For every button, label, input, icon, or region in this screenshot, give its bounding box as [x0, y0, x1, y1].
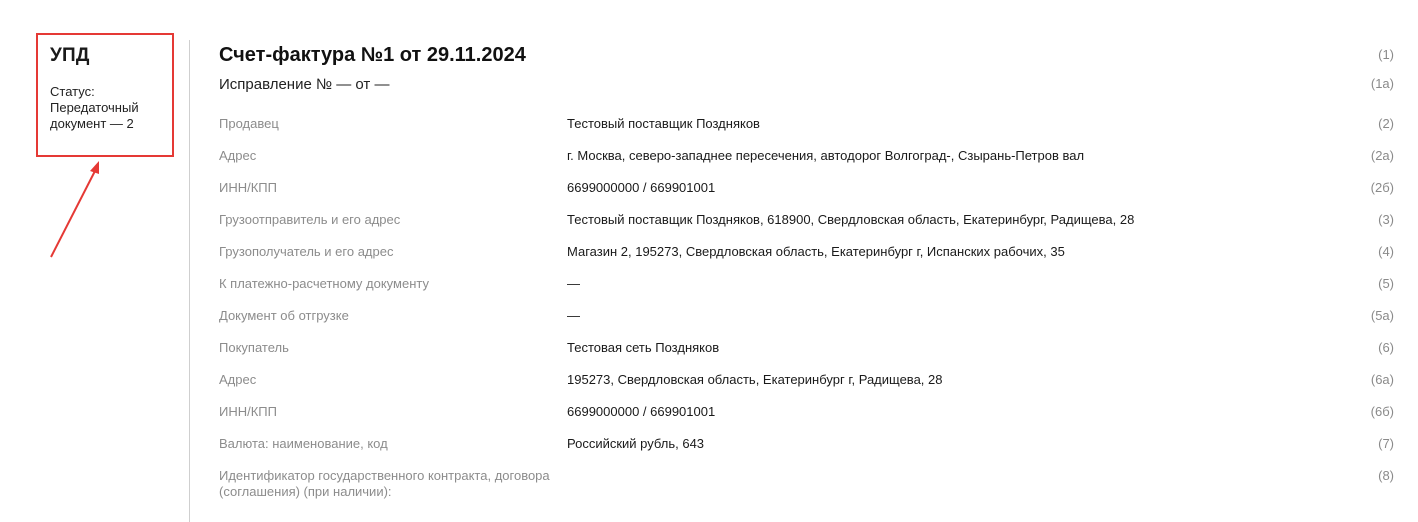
- field-ref: (5а): [1370, 308, 1394, 323]
- field-ref: (5): [1378, 276, 1394, 291]
- field-row: [219, 212, 1394, 244]
- field-list: [219, 116, 1394, 500]
- field-label: Продавец: [219, 116, 279, 131]
- invoice-content: [219, 44, 1394, 500]
- field-ref: (6а): [1370, 372, 1394, 387]
- field-label: Покупатель: [219, 340, 289, 355]
- field-row: [219, 436, 1394, 468]
- divider: [189, 40, 190, 522]
- field-ref: (4): [1378, 244, 1394, 259]
- field-label: ИНН/КПП: [219, 404, 277, 419]
- page-title: Счет-фактура №1 от 29.11.2024: [219, 44, 526, 66]
- field-row: [219, 372, 1394, 404]
- field-ref: (8): [1378, 468, 1394, 483]
- field-ref: (3): [1378, 212, 1394, 227]
- field-row: [219, 244, 1394, 276]
- field-row: [219, 404, 1394, 436]
- status-text: Статус: Передаточный документ — 2: [50, 84, 139, 131]
- field-value: —: [567, 308, 580, 323]
- correction-text: Исправление № — от —: [219, 76, 390, 93]
- field-ref: (2): [1378, 116, 1394, 131]
- field-value: —: [567, 276, 580, 291]
- field-label: Грузополучатель и его адрес: [219, 244, 394, 259]
- field-row: [219, 276, 1394, 308]
- field-value: Тестовая сеть Поздняков: [567, 340, 720, 355]
- field-label: Идентификатор государственного контракта, договора (соглашения) (при наличии):: [219, 468, 550, 499]
- field-row: [219, 116, 1394, 148]
- field-ref: (7): [1378, 436, 1394, 451]
- field-value: Тестовый поставщик Поздняков: [567, 116, 760, 131]
- field-value: 6699000000 / 669901001: [567, 404, 716, 419]
- field-value: 6699000000 / 669901001: [567, 180, 716, 195]
- field-ref: (2б): [1370, 180, 1394, 195]
- field-label: Адрес: [219, 372, 257, 387]
- field-label: Документ об отгрузке: [219, 308, 349, 323]
- field-value: 195273, Свердловская область, Екатеринбург г, Радищева, 28: [567, 372, 943, 387]
- field-row: [219, 308, 1394, 340]
- correction-row: [219, 76, 1394, 116]
- field-row: [219, 180, 1394, 212]
- field-label: К платежно-расчетному документу: [219, 276, 429, 291]
- field-value: Российский рубль, 643: [567, 436, 705, 451]
- field-ref: (1): [1378, 47, 1394, 62]
- field-value: Магазин 2, 195273, Свердловская область, Екатеринбург г, Испанских рабочих, 35: [567, 244, 1065, 259]
- field-label: Валюта: наименование, код: [219, 436, 388, 451]
- field-row: [219, 468, 1394, 500]
- field-row: [219, 340, 1394, 372]
- title-row: [219, 44, 1394, 76]
- field-row: [219, 148, 1394, 180]
- doc-type-title: УПД: [50, 45, 90, 66]
- field-label: Грузоотправитель и его адрес: [219, 212, 401, 227]
- field-ref: (6): [1378, 340, 1394, 355]
- field-ref: (2а): [1370, 148, 1394, 163]
- field-ref: (1а): [1370, 76, 1394, 91]
- arrow-head: [90, 161, 99, 174]
- field-label: ИНН/КПП: [219, 180, 277, 195]
- field-ref: (6б): [1370, 404, 1394, 419]
- arrow-line: [51, 169, 96, 257]
- field-value: г. Москва, северо-западнее пересечения, автодорог Волгоград-, Сзырань-Петров вал: [567, 148, 1085, 163]
- field-value: Тестовый поставщик Поздняков, 618900, Свердловская область, Екатеринбург, Радищева, 28: [567, 212, 1135, 227]
- field-label: Адрес: [219, 148, 257, 163]
